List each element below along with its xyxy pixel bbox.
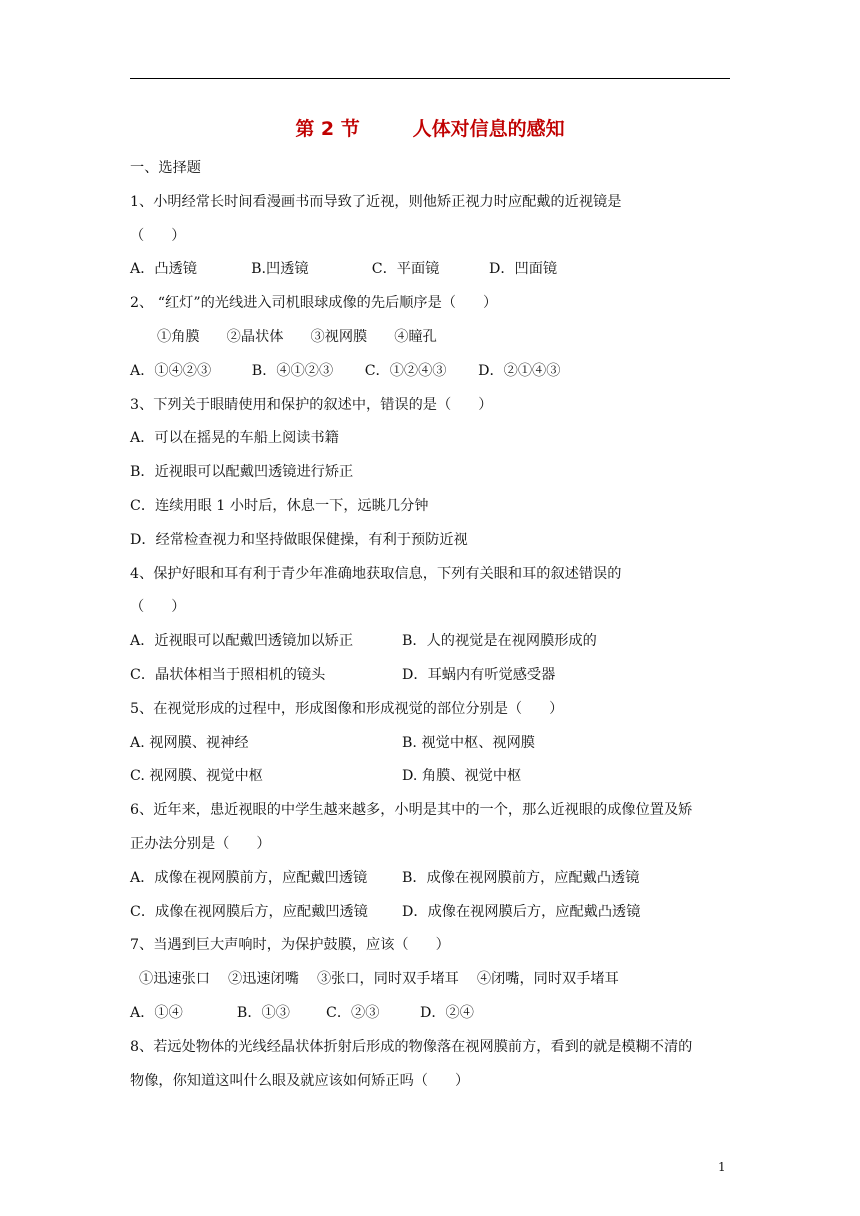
question-2-options: A．①④②③ B．④①②③ C．①②④③ D．②①④③ xyxy=(130,363,561,379)
question-7-options: A．①④ B．①③ C．②③ D．②④ xyxy=(130,1005,474,1021)
question-6-option-a: A．成像在视网膜前方，应配戴凹透镜 xyxy=(130,870,368,886)
section-heading: 一、选择题 xyxy=(130,160,201,176)
question-2-stem: 2、 “红灯”的光线进入司机眼球成像的先后顺序是（ ） xyxy=(130,295,498,311)
question-3-stem: 3、下列关于眼睛使用和保护的叙述中，错误的是（ ） xyxy=(130,397,493,413)
question-5-option-a: A. 视网膜、视神经 xyxy=(130,735,249,751)
question-4-blank: （ ） xyxy=(130,599,186,615)
question-6-stem-line-1: 6、近年来，患近视眼的中学生越来越多，小明是其中的一个，那么近视眼的成像位置及矫 xyxy=(130,802,693,818)
question-3-option-c: C．连续用眼 1 小时后，休息一下，远眺几分钟 xyxy=(130,498,429,514)
question-4-option-c: C．晶状体相当于照相机的镜头 xyxy=(130,667,326,683)
question-1-options: A．凸透镜 B.凹透镜 C．平面镜 D．凹面镜 xyxy=(130,261,558,277)
page-title: 第 2 节 人体对信息的感知 xyxy=(295,118,565,140)
question-4-option-a: A．近视眼可以配戴凹透镜加以矫正 xyxy=(130,633,354,649)
question-5-stem: 5、在视觉形成的过程中，形成图像和形成视觉的部位分别是（ ） xyxy=(130,701,564,717)
page-number: 1 xyxy=(718,1160,726,1174)
question-8-stem-line-1: 8、若远处物体的光线经晶状体折射后形成的物像落在视网膜前方，看到的就是模糊不清的 xyxy=(130,1039,693,1055)
question-2-items: ①角膜 ②晶状体 ③视网膜 ④瞳孔 xyxy=(130,329,437,345)
question-5-option-d: D. 角膜、视觉中枢 xyxy=(402,768,522,784)
question-6-option-b: B．成像在视网膜前方，应配戴凸透镜 xyxy=(402,870,640,886)
question-3-option-b: B．近视眼可以配戴凹透镜进行矫正 xyxy=(130,464,354,480)
question-7-stem: 7、当遇到巨大声响时，为保护鼓膜，应该（ ） xyxy=(130,937,450,953)
question-6-stem-line-2: 正办法分别是（ ） xyxy=(130,836,271,852)
question-1-stem: 1、小明经常长时间看漫画书而导致了近视，则他矫正视力时应配戴的近视镜是 xyxy=(130,194,622,210)
question-5-option-b: B. 视觉中枢、视网膜 xyxy=(402,735,535,751)
question-6-option-d: D．成像在视网膜后方，应配戴凸透镜 xyxy=(402,904,641,920)
question-6-option-c: C．成像在视网膜后方，应配戴凹透镜 xyxy=(130,904,368,920)
question-3-option-d: D．经常检查视力和坚持做眼保健操，有利于预防近视 xyxy=(130,532,468,548)
question-5-option-c: C. 视网膜、视觉中枢 xyxy=(130,768,263,784)
question-4-option-d: D．耳蜗内有听觉感受器 xyxy=(402,667,556,683)
question-4-stem: 4、保护好眼和耳有利于青少年准确地获取信息，下列有关眼和耳的叙述错误的 xyxy=(130,566,622,582)
header-rule xyxy=(130,78,730,79)
question-1-blank: （ ） xyxy=(130,228,186,244)
question-8-stem-line-2: 物像，你知道这叫什么眼及就应该如何矫正吗（ ） xyxy=(130,1073,470,1089)
question-3-option-a: A．可以在摇晃的车船上阅读书籍 xyxy=(130,430,339,446)
question-7-items: ①迅速张口 ②迅速闭嘴 ③张口，同时双手堵耳 ④闭嘴，同时双手堵耳 xyxy=(130,971,619,987)
question-4-option-b: B．人的视觉是在视网膜形成的 xyxy=(402,633,597,649)
